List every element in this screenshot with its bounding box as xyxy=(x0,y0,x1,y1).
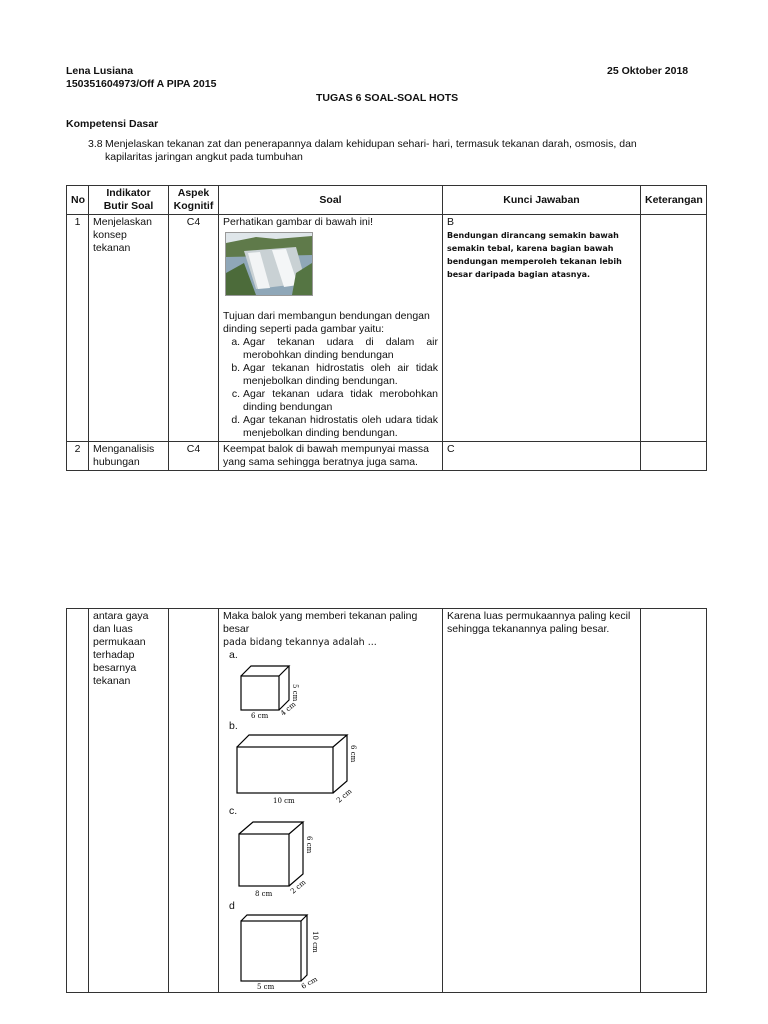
dim-label: 2 cm xyxy=(289,878,308,896)
dim-label: 6 cm xyxy=(305,836,313,854)
header-soal: Soal xyxy=(219,186,443,215)
dim-label: 8 cm xyxy=(255,890,273,898)
figure-label-a: a. xyxy=(229,649,238,661)
row-keterangan xyxy=(641,215,707,442)
box-figure-d xyxy=(235,913,340,991)
row-keterangan xyxy=(641,609,707,993)
soal-text-2: pada bidang tekannya adalah ... xyxy=(223,637,377,648)
options-list xyxy=(223,336,438,440)
dim-label: 5 cm xyxy=(291,684,299,702)
header-aspek: Aspek Kognitif xyxy=(169,186,219,215)
table-row xyxy=(67,609,707,993)
dam-photo xyxy=(225,232,313,296)
box-figure-c xyxy=(235,818,330,900)
figure-label-c: c. xyxy=(229,805,238,817)
header-no: No xyxy=(67,186,89,215)
header-kunci: Kunci Jawaban xyxy=(443,186,641,215)
dim-label: 2 cm xyxy=(335,787,354,805)
dim-label: 4 cm xyxy=(279,700,298,718)
row-no: 2 xyxy=(67,442,89,471)
row-kunci: Karena luas permukaannya paling kecil sehingga tekanannya paling besar. xyxy=(443,609,641,993)
table-row xyxy=(67,215,707,442)
row-soal: Keempat balok di bawah mempunyai massa yang sama sehingga beratnya juga sama. xyxy=(219,442,443,471)
author-name: Lena Lusiana xyxy=(66,65,134,77)
soal-question: Tujuan dari membangun bendungan dengan dinding seperti pada gambar yaitu: xyxy=(223,310,430,335)
kd-number: 3.8 xyxy=(88,138,103,150)
row-aspek: C4 xyxy=(169,215,219,442)
row-kunci xyxy=(443,215,641,442)
row-soal xyxy=(219,215,443,442)
dim-label: 6 cm xyxy=(349,745,357,763)
dim-label: 5 cm xyxy=(257,983,275,991)
student-id: 150351604973/Off A PIPA 2015 xyxy=(66,78,217,90)
question-table xyxy=(66,185,707,471)
dim-label: 6 cm xyxy=(300,975,319,991)
row-kunci: C xyxy=(443,442,641,471)
dim-label: 6 cm xyxy=(251,712,269,720)
date: 25 Oktober 2018 xyxy=(607,65,689,77)
row-indikator: antara gaya dan luas permukaan terhadap besarnya tekanan xyxy=(89,609,169,993)
header-keterangan: Keterangan xyxy=(641,186,707,215)
kd-text-line-2: kapilaritas jaringan angkut pada tumbuhan xyxy=(105,151,303,163)
row-aspek xyxy=(169,609,219,993)
row-soal xyxy=(219,609,443,993)
row-indikator: Menjelaskan konsep tekanan xyxy=(89,215,169,442)
figure-label-b: b. xyxy=(229,720,238,732)
dim-label: 10 cm xyxy=(273,797,295,805)
section-heading: Kompetensi Dasar xyxy=(66,118,159,130)
table-row xyxy=(67,442,707,471)
option-d: d. Agar tekanan hidrostatis oleh udara tidak menjebolkan dinding bendungan. xyxy=(243,414,438,440)
box-figure-b xyxy=(235,733,370,805)
option-a: a. Agar tekanan udara di dalam air merobohkan dinding bendungan xyxy=(243,336,438,362)
row-keterangan xyxy=(641,442,707,471)
row-indikator: Menganalisis hubungan xyxy=(89,442,169,471)
header-indikator: Indikator Butir Soal xyxy=(89,186,169,215)
table-header-row xyxy=(67,186,707,215)
kunci-letter: B xyxy=(447,216,455,228)
soal-text-1: Maka balok yang memberi tekanan paling besar xyxy=(223,610,418,635)
page-title: TUGAS 6 SOAL-SOAL HOTS xyxy=(316,92,459,104)
question-table-continued xyxy=(66,608,707,993)
option-b: b. Agar tekanan hidrostatis oleh air tidak menjebolkan dinding bendungan. xyxy=(243,362,438,388)
row-no xyxy=(67,609,89,993)
option-c: c. Agar tekanan udara tidak merobohkan dinding bendungan xyxy=(243,388,438,414)
kunci-note: Bendungan dirancang semakin bawah semakin tebal, karena bagian bawah bendungan memperoleh tekanan lebih besar daripada bagian atasnya. xyxy=(447,231,622,279)
box-figure-a xyxy=(235,662,325,720)
row-no: 1 xyxy=(67,215,89,442)
kd-text-line-1: Menjelaskan tekanan zat dan penerapannya dalam kehidupan sehari- hari, termasuk tekanan darah, osmosis, dan xyxy=(105,138,637,150)
row-aspek: C4 xyxy=(169,442,219,471)
dim-label: 10 cm xyxy=(311,931,319,953)
soal-intro: Perhatikan gambar di bawah ini! xyxy=(223,216,374,228)
figure-label-d: d xyxy=(229,900,235,912)
